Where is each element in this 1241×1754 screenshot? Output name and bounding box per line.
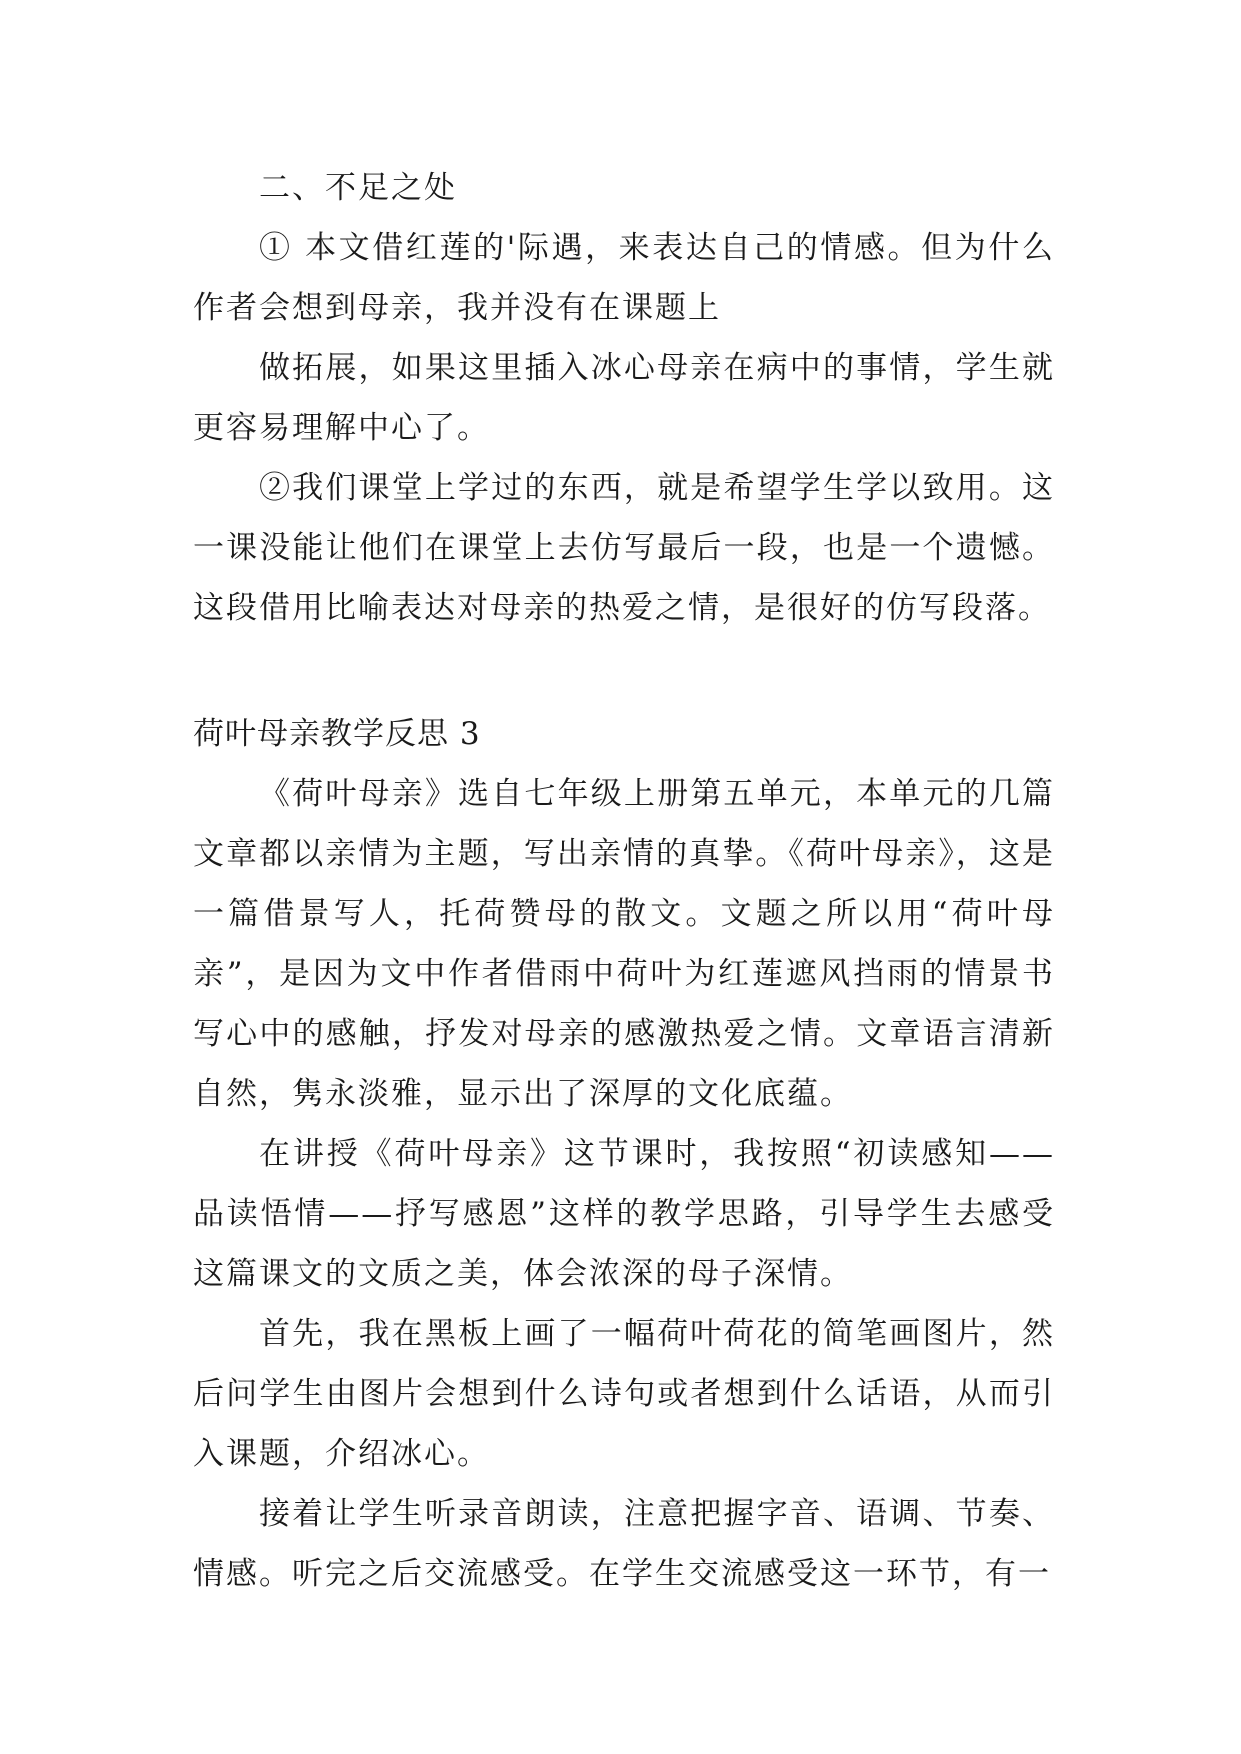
paragraph: ②我们课堂上学过的东西，就是希望学生学以致用。这一课没能让他们在课堂上去仿写最后一段，也是一个遗憾。这段借用比喻表达对母亲的热爱之情，是很好的仿写段落。	[193, 470, 1055, 626]
document-body	[193, 158, 1055, 1604]
paragraph: 做拓展，如果这里插入冰心母亲在病中的事情，学生就更容易理解中心了。	[193, 350, 1055, 446]
paragraph: 首先，我在黑板上画了一幅荷叶荷花的简笔画图片，然后问学生由图片会想到什么诗句或者想到什么话语，从而引入课题，介绍冰心。	[193, 1316, 1055, 1472]
paragraph: 在讲授《荷叶母亲》这节课时，我按照“初读感知——品读悟情——抒写感恩”这样的教学思路，引导学生去感受这篇课文的文质之美，体会浓深的母子深情。	[193, 1136, 1055, 1292]
section-heading: 二、不足之处	[259, 170, 457, 206]
document-title: 荷叶母亲教学反思 3	[193, 716, 481, 752]
paragraph: 接着让学生听录音朗读，注意把握字音、语调、节奏、情感。听完之后交流感受。在学生交流感受这一环节，有一	[193, 1496, 1055, 1592]
paragraph: 《荷叶母亲》选自七年级上册第五单元，本单元的几篇文章都以亲情为主题，写出亲情的真挚。《荷叶母亲》，这是一篇借景写人，托荷赞母的散文。文题之所以用“荷叶母亲”，是因为文中作者借雨中荷叶为红莲遮风挡雨的情景书写心中的感触，抒发对母亲的感激热爱之情。文章语言清新自然，隽永淡雅，显示出了深厚的文化底蕴。	[193, 776, 1055, 1112]
paragraph: ① 本文借红莲的'际遇，来表达自己的情感。但为什么作者会想到母亲，我并没有在课题上	[193, 230, 1055, 326]
